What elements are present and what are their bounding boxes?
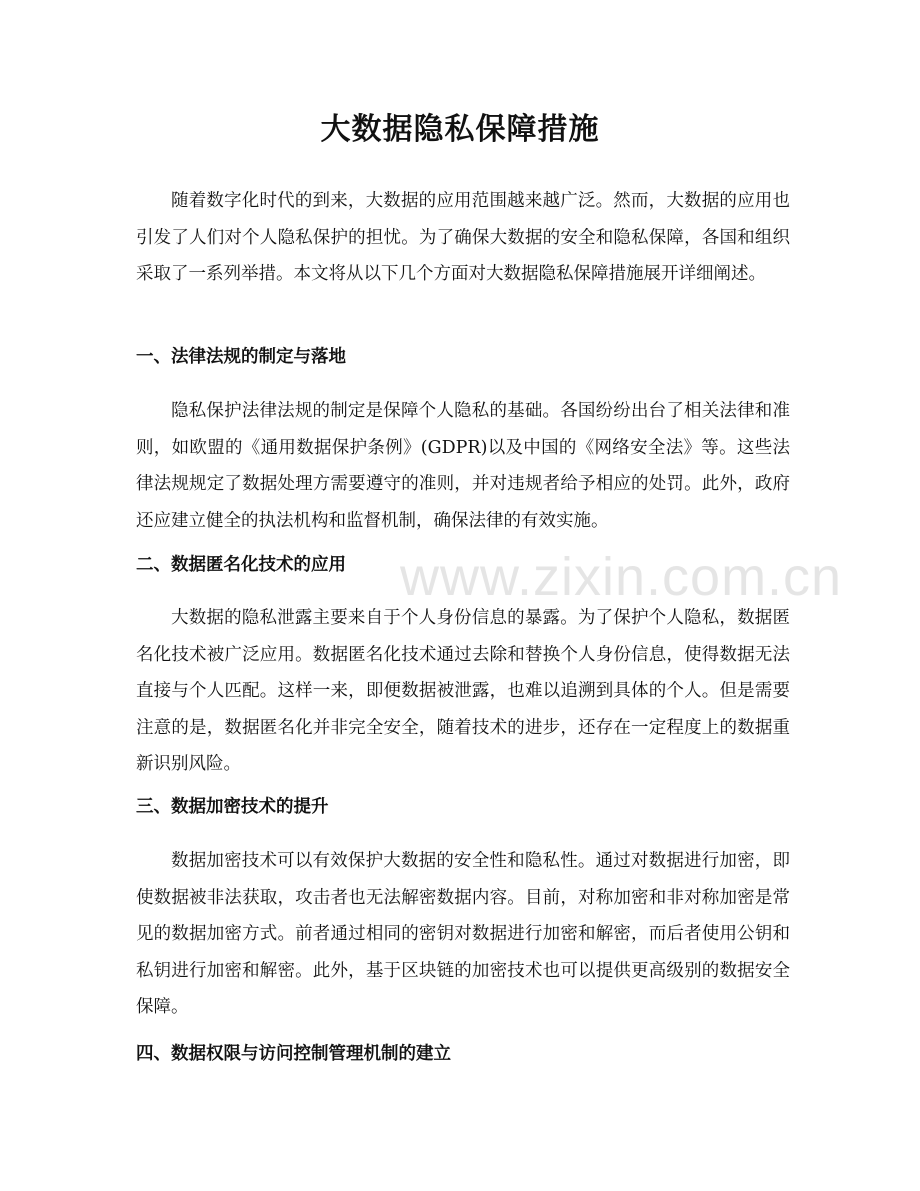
- section-body-1: 隐私保护法律法规的制定是保障个人隐私的基础。各国纷纷出台了相关法律和准则，如欧盟的《通用数据保护条例》(GDPR)以及中国的《网络安全法》等。这些法律法规规定了数据处理方需要遵守的准则，并对违规者给予相应的处罚。此外，政府还应建立健全的执法机构和监督机制，确保法律的有效实施。: [136, 401, 790, 531]
- section-heading-3: 三、数据加密技术的提升: [136, 797, 329, 817]
- watermark: www.zixin.com.cn: [400, 547, 843, 607]
- document-title: 大数据隐私保障措施: [320, 112, 600, 147]
- section-heading-1: 一、法律法规的制定与落地: [136, 347, 346, 367]
- section-heading-4: 四、数据权限与访问控制管理机制的建立: [136, 1044, 451, 1064]
- section-heading-2: 二、数据匿名化技术的应用: [136, 555, 346, 575]
- intro-paragraph: 随着数字化时代的到来，大数据的应用范围越来越广泛。然而，大数据的应用也引发了人们对个人隐私保护的担忧。为了确保大数据的安全和隐私保障，各国和组织采取了一系列举措。本文将从以下几个方面对大数据隐私保障措施展开详细阐述。: [136, 191, 790, 285]
- section-body-3: 数据加密技术可以有效保护大数据的安全性和隐私性。通过对数据进行加密，即使数据被非法获取，攻击者也无法解密数据内容。目前，对称加密和非对称加密是常见的数据加密方式。前者通过相同的密钥对数据进行加密和解密，而后者使用公钥和私钥进行加密和解密。此外，基于区块链的加密技术也可以提供更高级别的数据安全保障。: [136, 851, 790, 1018]
- section-body-2: 大数据的隐私泄露主要来自于个人身份信息的暴露。为了保护个人隐私，数据匿名化技术被广泛应用。数据匿名化技术通过去除和替换个人身份信息，使得数据无法直接与个人匹配。这样一来，即便数据被泄露，也难以追溯到具体的个人。但是需要注意的是，数据匿名化并非完全安全，随着技术的进步，还存在一定程度上的数据重新识别风险。: [136, 608, 790, 775]
